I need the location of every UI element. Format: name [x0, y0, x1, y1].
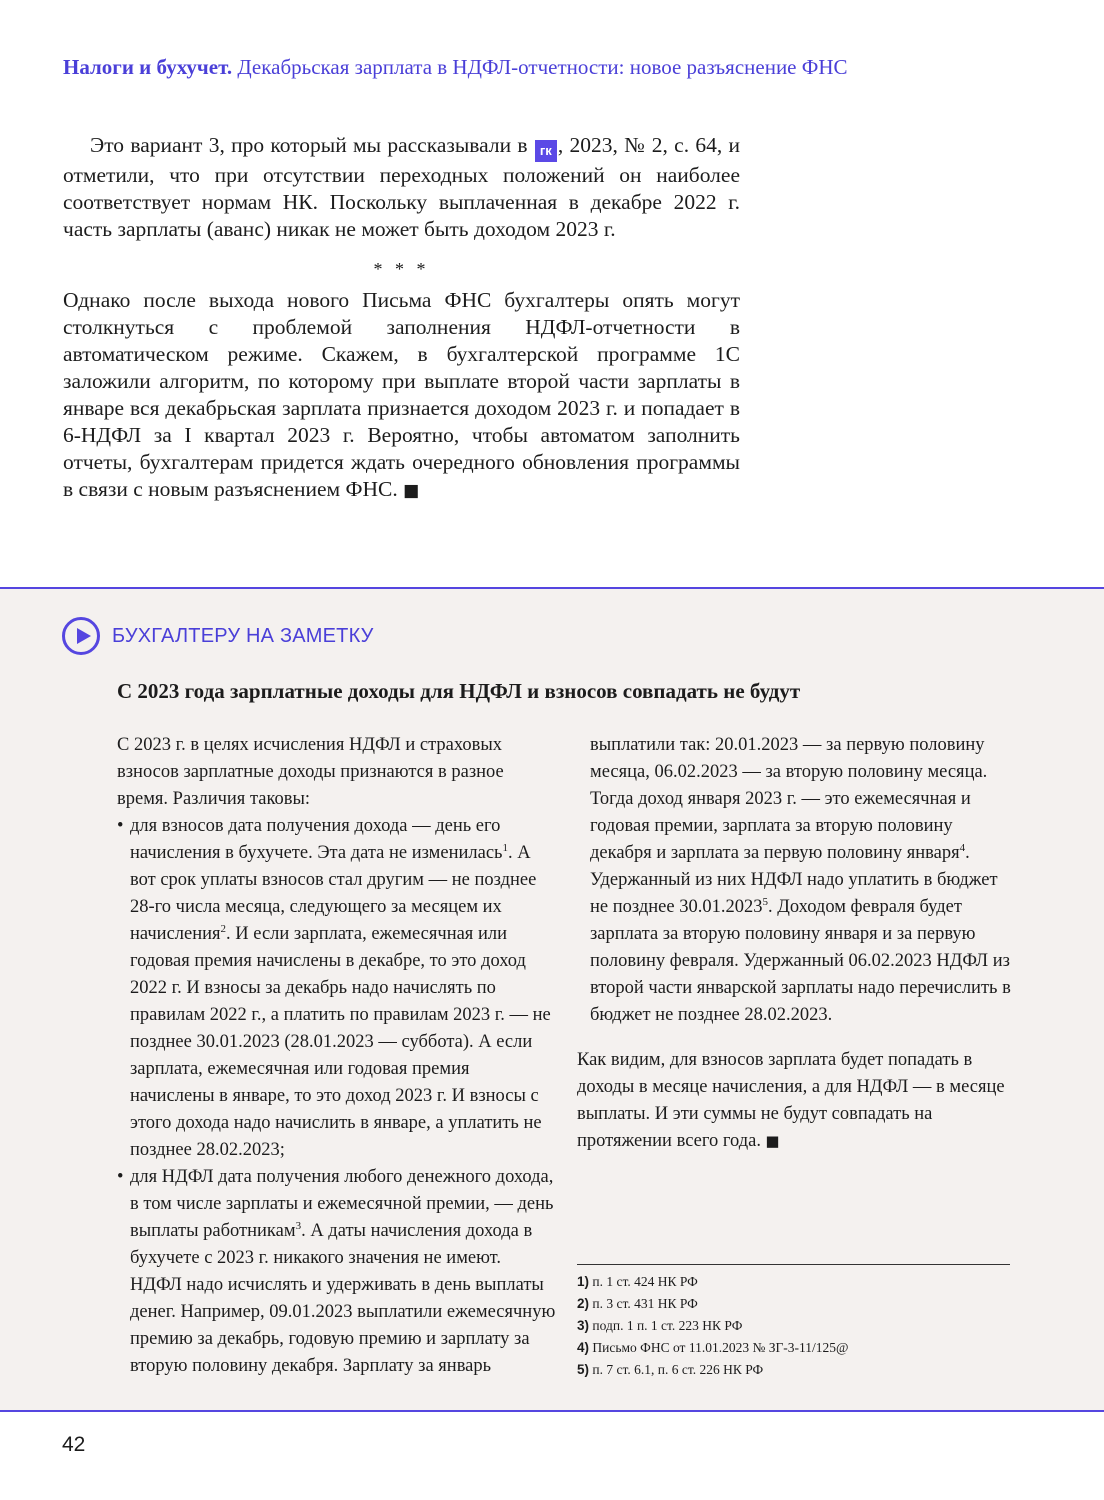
footnote [577, 1359, 1017, 1381]
section-name: Налоги и бухучет. [63, 55, 233, 79]
footnote-text: п. 1 ст. 424 НК РФ [592, 1274, 698, 1289]
list-text: выплатили так: 20.01.2023 — за первую половину месяца, 06.02.2023 — за вторую половину месяца. Тогда доход января 2023 г. — это ежемесячная и годовая премии, зарплата за вторую половину декабря и зарплата за первую половину января [590, 735, 988, 863]
footnote-ref[interactable]: 3 [295, 1219, 302, 1232]
footnote-text: подп. 1 п. 1 ст. 223 НК РФ [592, 1318, 743, 1333]
end-mark: ■ [403, 481, 420, 501]
footnote-ref[interactable]: 2 [220, 922, 227, 935]
paragraph-text: Это вариант 3, про который мы рассказывали в [90, 133, 528, 157]
panel-conclusion [577, 1047, 1015, 1155]
right-column [577, 732, 1015, 1155]
paragraph-text: Как видим, для взносов зарплата будет попадать в доходы в месяце начисления, а для НДФЛ — в месяце выплаты. И эти суммы не будут совпадать на протяжении всего года. [577, 1050, 1005, 1151]
footnote-divider [577, 1264, 1010, 1265]
panel-title: С 2023 года зарплатные доходы для НДФЛ и взносов совпадать не будут [117, 679, 801, 703]
footnote [577, 1337, 1017, 1359]
footnote [577, 1315, 1017, 1337]
list-text: . Удержанный из них НДФЛ надо уплатить в бюджет не позднее 30.01.2023 [590, 843, 998, 917]
section-separator: * * * [373, 259, 430, 279]
footnote-number: 1) [577, 1274, 590, 1289]
difference-list [117, 813, 557, 1380]
page-number: 42 [62, 1433, 86, 1456]
footnote-text: Письмо ФНС от 11.01.2023 № ЗГ-3-11/125@ [592, 1340, 849, 1355]
footnotes [577, 1271, 1017, 1381]
accountant-note-panel [0, 587, 1104, 1412]
footnote-text: п. 7 ст. 6.1, п. 6 ст. 226 НК РФ [592, 1362, 764, 1377]
paragraph-text: , 2023, № 2, с. 64, и отметили, что при отсутствии переходных положений он наиболее соответствует нормам НК. Поскольку выплаченная в декабре 2022 г. часть зарплаты (аванс) никак не может быть доходом 2023 г. [63, 133, 740, 241]
article-body [63, 132, 740, 505]
list-text: . А вот срок уплаты взносов стал другим — не позднее 28-го числа месяца, следующего за месяцем их начисления [130, 843, 537, 944]
footnote-ref[interactable]: 1 [502, 841, 508, 854]
list-text: . И если зарплата, ежемесячная или годовая премия начислены в декабре, то это доход 2022 г. И взносы за декабрь надо начислять по правилам 2022 г., а платить по правилам 2023 г. — не позднее 30.01.2023 (28.01.2023 — суббота). А если зарплата, ежемесячная или годовая премия начислены в январе, то это доход 2023 г. И взносы с этого дохода надо начислить в январе, а уплатить не позднее 28.02.2023; [130, 924, 551, 1160]
list-item-contributions [117, 813, 557, 1164]
list-text: . Доходом февраля будет зарплата за вторую половину января и за первую половину февраля. Удержанный 06.02.2023 НДФЛ из второй части январской зарплаты надо перечислить в бюджет не позднее 28.02.2023. [590, 897, 1011, 1025]
gk-logo-icon[interactable]: гк [535, 140, 557, 162]
footnote-number: 4) [577, 1340, 590, 1355]
left-column [117, 732, 557, 1380]
footnote-number: 3) [577, 1318, 590, 1333]
end-mark: ■ [765, 1133, 780, 1150]
footnote-text: п. 3 ст. 431 НК РФ [592, 1296, 698, 1311]
list-text: . А даты начисления дохода в бухучете с 2023 г. никакого значения не имеют. НДФЛ надо исчислять и удерживать в день выплаты денег. Например, 09.01.2023 выплатили ежемесячную премию за декабрь, годовую премию и зарплату за вторую половину декабря. Зарплату за январь [130, 1221, 556, 1376]
panel-intro: С 2023 г. в целях исчисления НДФЛ и страховых взносов зарплатные доходы признаются в разное время. Различия таковы: [117, 735, 504, 809]
panel-label: БУХГАЛТЕРУ НА ЗАМЕТКУ [112, 624, 374, 647]
paragraph-new-letter [63, 287, 740, 505]
paragraph-variant-3 [63, 132, 740, 243]
paragraph-text: Однако после выхода нового Письма ФНС бухгалтеры опять могут столкнуться с проблемой заполнения НДФЛ-отчетности в автоматическом режиме. Скажем, в бухгалтерской программе 1С заложили алгоритм, по которому при выплате второй части зарплаты в январе вся декабрьская зарплата признается доходом 2023 г. и попадает в 6-НДФЛ за I квартал 2023 г. Вероятно, чтобы автоматом заполнить отчеты, бухгалтерам придется ждать очередного обновления программы в связи с новым разъяснением ФНС. [63, 288, 740, 501]
panel-header [62, 614, 374, 658]
footnote-number: 5) [577, 1362, 590, 1377]
list-text: для НДФЛ дата получения любого денежного дохода, в том числе зарплаты и ежемесячной премии, — день выплаты работникам [130, 1167, 554, 1241]
footnote-ref[interactable]: 4 [959, 841, 966, 854]
list-item-ndfl [117, 1164, 557, 1380]
list-item-ndfl-continued [590, 732, 1015, 1029]
footnote [577, 1271, 1017, 1293]
footnote-number: 2) [577, 1296, 590, 1311]
running-head [63, 53, 1043, 81]
footnote-ref[interactable]: 5 [762, 895, 768, 908]
article-title: Декабрьская зарплата в НДФЛ-отчетности: новое разъяснение ФНС [237, 55, 848, 79]
play-icon [62, 617, 100, 655]
footnote [577, 1293, 1017, 1315]
list-text: для взносов дата получения дохода — день его начисления в бухучете. Эта дата не изменилась [130, 816, 503, 863]
